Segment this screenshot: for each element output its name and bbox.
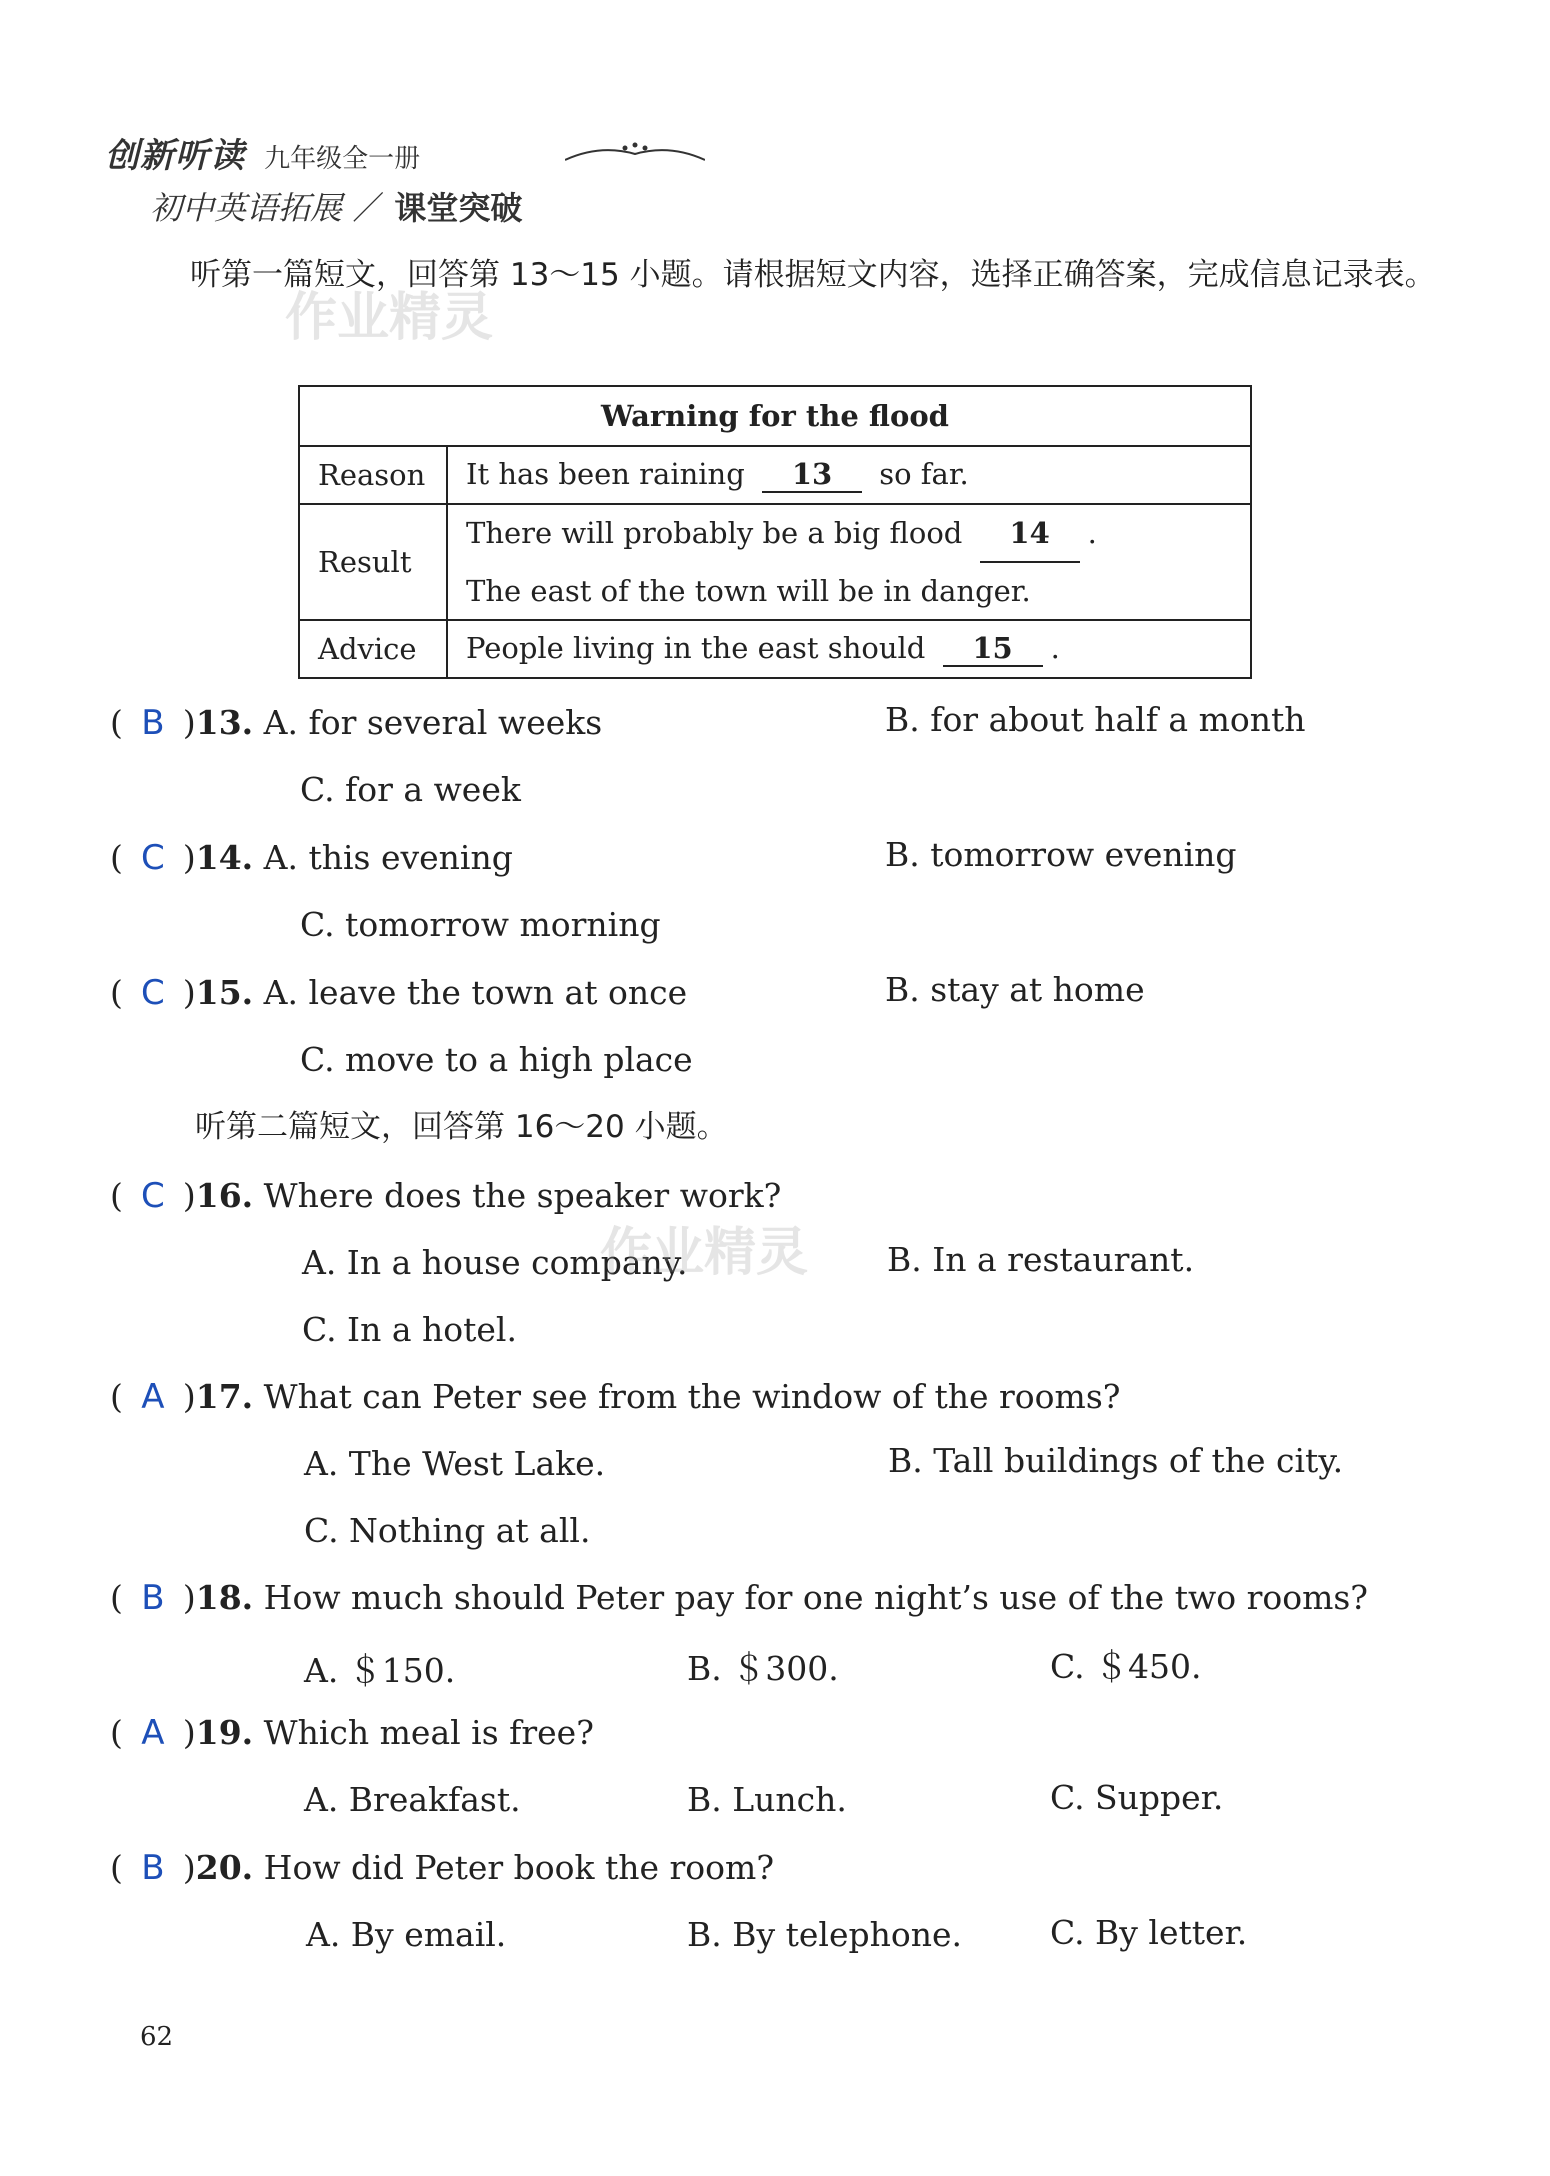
result-text-2: The east of the town will be in danger. (466, 574, 1031, 608)
option-c: C. for a week (300, 770, 521, 809)
question-number: 19. (195, 1713, 254, 1752)
option-c: C. Nothing at all. (304, 1511, 591, 1550)
result-text-1: There will probably be a big flood (466, 516, 963, 550)
question-15: ( C )15. A. leave the town at once (110, 973, 688, 1013)
question-number: 18. (195, 1578, 254, 1617)
option-a: A. By email. (306, 1915, 507, 1954)
question-text: What can Peter see from the window of the rooms? (263, 1377, 1121, 1416)
option-b: B. By telephone. (687, 1915, 963, 1954)
page-header (105, 128, 522, 229)
blank-14: 14 (980, 505, 1080, 563)
option-b: B. Lunch. (687, 1780, 847, 1819)
reason-cell (447, 446, 1251, 504)
advice-cell (447, 620, 1251, 678)
answer-18: B (141, 1578, 165, 1618)
option-c: C. By letter. (1050, 1913, 1248, 1952)
watermark: 作业精灵 (285, 288, 494, 348)
option-b: B. tomorrow evening (885, 835, 1237, 874)
instruction-1: 听第一篇短文，回答第 13～15 小题。请根据短文内容，选择正确答案，完成信息记录表。 (190, 257, 1436, 293)
answer-19: A (141, 1713, 165, 1753)
option-a: A. leave the town at once (263, 973, 688, 1012)
advice-text: People living in the east should (466, 631, 926, 665)
option-a: A. this evening (263, 838, 513, 877)
question-text: Which meal is free? (263, 1713, 594, 1752)
question-number: 14. (195, 838, 254, 877)
option-b: B. Tall buildings of the city. (888, 1441, 1344, 1480)
question-19: ( A )19. Which meal is free? (110, 1713, 594, 1753)
watermark: 作业精灵 (600, 1223, 809, 1283)
result-label: Result (299, 504, 447, 620)
ornament-icon (565, 140, 705, 164)
subtitle-main: 初中英语拓展 (150, 189, 343, 227)
subtitle: 初中英语拓展 ／ 课堂突破 (150, 189, 523, 227)
question-number: 16. (195, 1176, 254, 1215)
option-c: C. Supper. (1050, 1778, 1224, 1817)
result-text-1-post: . (1087, 516, 1097, 550)
answer-15: C (141, 973, 165, 1013)
page-number: 62 (140, 2022, 174, 2052)
question-number: 20. (195, 1848, 254, 1887)
reason-text: It has been raining (466, 457, 745, 491)
question-17: ( A )17. What can Peter see from the window of the rooms? (110, 1377, 1121, 1417)
question-14: ( C )14. A. this evening (110, 838, 513, 878)
reason-label: Reason (299, 446, 447, 504)
question-number: 15. (195, 973, 254, 1012)
answer-14: C (141, 838, 165, 878)
answer-17: A (141, 1377, 165, 1417)
option-a: A. In a house company. (302, 1243, 688, 1282)
blank-13: 13 (762, 457, 862, 493)
question-text: How much should Peter pay for one night’s use of the two rooms? (263, 1578, 1368, 1617)
question-20: ( B )20. How did Peter book the room? (110, 1848, 775, 1888)
subtitle-section: 课堂突破 (394, 189, 523, 227)
option-a: A. The West Lake. (304, 1444, 606, 1483)
option-b: B. In a restaurant. (887, 1240, 1195, 1279)
advice-label: Advice (299, 620, 447, 678)
result-cell (447, 504, 1251, 620)
grade-label: 九年级全一册 (264, 144, 421, 174)
question-16: ( C )16. Where does the speaker work? (110, 1176, 782, 1216)
option-a: A. Breakfast. (304, 1780, 521, 1819)
question-18: ( B )18. How much should Peter pay for one night’s use of the two rooms? (110, 1578, 1368, 1618)
question-text: How did Peter book the room? (263, 1848, 775, 1887)
option-b: B. stay at home (885, 970, 1145, 1009)
reason-text-post: so far. (879, 457, 969, 491)
option-c: C. tomorrow morning (300, 905, 661, 944)
question-text: Where does the speaker work? (263, 1176, 782, 1215)
instruction-2: 听第二篇短文，回答第 16～20 小题。 (195, 1109, 728, 1145)
warning-table (298, 385, 1252, 679)
question-number: 17. (195, 1377, 254, 1416)
question-13: ( B )13. A. for several weeks (110, 703, 603, 743)
question-number: 13. (195, 703, 254, 742)
table-title: Warning for the flood (299, 386, 1251, 446)
option-c: C. In a hotel. (302, 1310, 517, 1349)
advice-text-post: . (1050, 631, 1060, 665)
option-a: A. ＄150. (304, 1651, 456, 1690)
option-b: B. for about half a month (885, 700, 1306, 739)
option-b: B. ＄300. (687, 1649, 839, 1688)
option-c: C. move to a high place (300, 1040, 693, 1079)
brand-title: 创新听读 (105, 136, 245, 176)
option-a: A. for several weeks (263, 703, 603, 742)
answer-13: B (141, 703, 165, 743)
option-c: C. ＄450. (1050, 1647, 1202, 1686)
answer-20: B (141, 1848, 165, 1888)
answer-16: C (141, 1176, 165, 1216)
blank-15: 15 (943, 631, 1043, 667)
